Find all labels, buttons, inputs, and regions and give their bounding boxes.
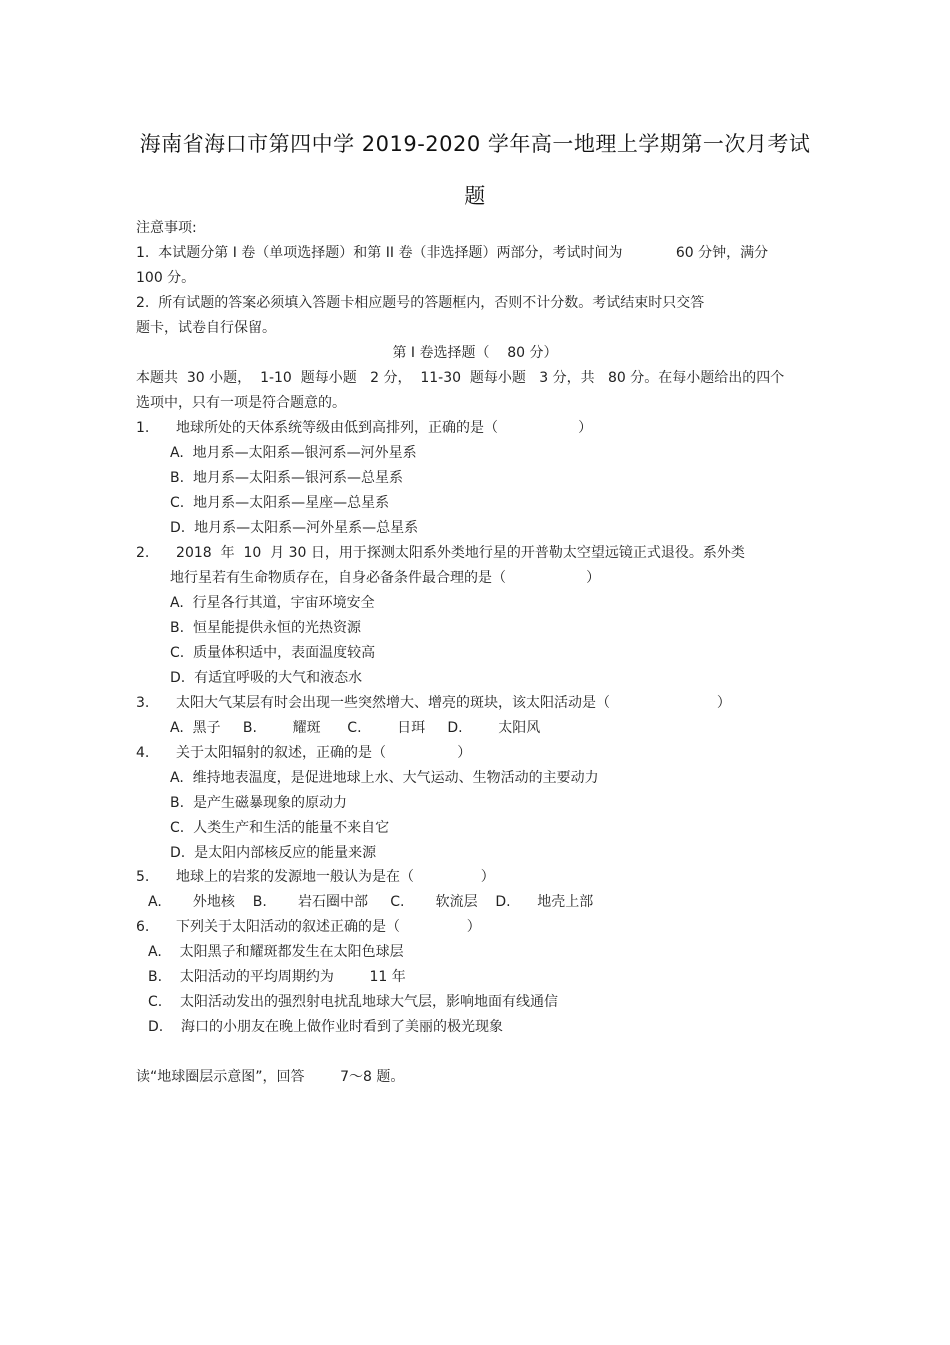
question-6: 6. 下列关于太阳活动的叙述正确的是（ ）: [136, 919, 481, 935]
question-1-option-a: A. 地月系—太阳系—银河系—河外星系: [170, 445, 417, 461]
question-4-option-b: B. 是产生磁暴现象的原动力: [170, 795, 347, 811]
question-5-options: A. 外地核 B. 岩石圈中部 C. 软流层 D. 地壳上部: [148, 894, 594, 910]
question-6-option-b: B. 太阳活动的平均周期约为 11 年: [148, 969, 406, 985]
section-desc-line-2: 选项中，只有一项是符合题意的。: [136, 395, 346, 411]
question-1-option-b: B. 地月系—太阳系—银河系—总星系: [170, 470, 403, 486]
notice-2-line-2: 题卡，试卷自行保留。: [136, 320, 276, 336]
question-2-option-a: A. 行星各行其道，宇宙环境安全: [170, 595, 375, 611]
question-3-options: A. 黑子 B. 耀斑 C. 日珥 D. 太阳风: [170, 720, 541, 736]
question-6-option-a: A. 太阳黑子和耀斑都发生在太阳色球层: [148, 944, 404, 960]
question-1: 1. 地球所处的天体系统等级由低到高排列，正确的是（ ）: [136, 420, 593, 436]
question-2-option-b: B. 恒星能提供永恒的光热资源: [170, 620, 361, 636]
question-4-option-d: D. 是太阳内部核反应的能量来源: [170, 845, 377, 861]
question-2-option-c: C. 质量体积适中，表面温度较高: [170, 645, 376, 661]
question-6-option-d: D. 海口的小朋友在晚上做作业时看到了美丽的极光现象: [148, 1019, 504, 1035]
question-5: 5. 地球上的岩浆的发源地一般认为是在（ ）: [136, 869, 495, 885]
question-2-line-1: 2. 2018 年 10 月 30 日，用于探测太阳系外类地行星的开普勒太空望远镜正式退役。系外类: [136, 545, 745, 561]
question-4: 4. 关于太阳辐射的叙述，正确的是（ ）: [136, 745, 472, 761]
question-2-line-2: 地行星若有生命物质存在，自身必备条件最合理的是（ ）: [170, 570, 601, 586]
notice-1-line-2: 100 分。: [136, 270, 196, 286]
notice-2-line-1: 2. 所有试题的答案必须填入答题卡相应题号的答题框内，否则不计分数。考试结束时只交答: [136, 295, 705, 311]
title-line-1: 海南省海口市第四中学 2019-2020 学年高一地理上学期第一次月考试: [139, 132, 811, 156]
question-1-option-c: C. 地月系—太阳系—星座—总星系: [170, 495, 390, 511]
question-4-option-a: A. 维持地表温度，是促进地球上水、大气运动、生物活动的主要动力: [170, 770, 599, 786]
question-3: 3. 太阳大气某层有时会出现一些突然增大、增亮的斑块，该太阳活动是（ ）: [136, 695, 731, 711]
question-2-option-d: D. 有适宜呼吸的大气和液态水: [170, 670, 363, 686]
question-6-option-c: C. 太阳活动发出的强烈射电扰乱地球大气层，影响地面有线通信: [148, 994, 559, 1010]
section-title: 第 I 卷选择题（ 80 分）: [392, 345, 558, 361]
notice-1-line-1: 1. 本试题分第 I 卷（单项选择题）和第 II 卷（非选择题）两部分，考试时间为 60 分钟，满分: [136, 245, 769, 261]
question-1-option-d: D. 地月系—太阳系—河外星系—总星系: [170, 520, 419, 536]
title-line-2: 题: [464, 184, 486, 208]
notice-heading: 注意事项:: [136, 220, 197, 236]
question-4-option-c: C. 人类生产和生活的能量不来自它: [170, 820, 390, 836]
section-desc-line-1: 本题共 30 小题， 1-10 题每小题 2 分， 11-30 题每小题 3 分，共 80 分。在每小题给出的四个: [136, 370, 785, 386]
read-prompt: 读“地球圈层示意图”，回答 7～8 题。: [136, 1069, 405, 1085]
